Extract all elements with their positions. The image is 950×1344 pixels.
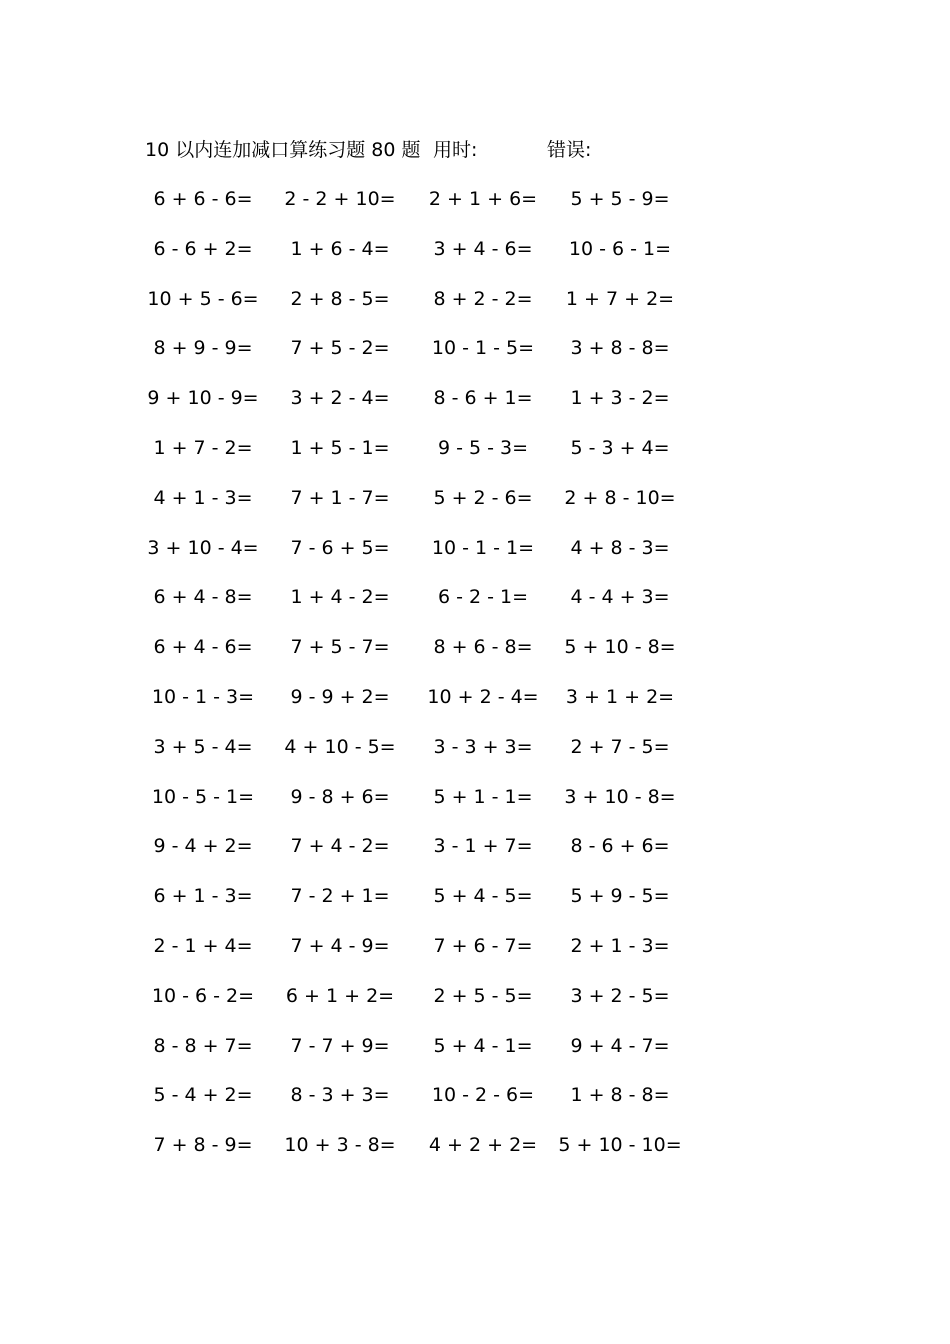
math-problem: 5 + 5 - 9= <box>570 188 670 210</box>
math-problem: 5 + 2 - 6= <box>433 486 533 509</box>
math-problem: 7 + 8 - 9= <box>153 1134 253 1157</box>
math-problem: 1 + 7 - 2= <box>153 437 253 459</box>
math-problem: 4 + 8 - 3= <box>570 536 670 559</box>
math-problem: 3 + 10 - 4= <box>147 536 259 559</box>
math-problem: 5 - 3 + 4= <box>570 437 670 459</box>
math-problem: 7 + 4 - 2= <box>290 835 390 858</box>
math-problem: 9 - 9 + 2= <box>290 686 390 708</box>
math-problem: 1 + 7 + 2= <box>565 287 675 310</box>
math-problem: 2 - 2 + 10= <box>284 188 396 210</box>
math-problem: 7 - 7 + 9= <box>290 1034 390 1057</box>
math-problem: 7 + 6 - 7= <box>433 935 533 957</box>
math-problem: 1 + 8 - 8= <box>570 1084 670 1107</box>
math-problem: 8 - 8 + 7= <box>153 1034 253 1057</box>
math-problem: 10 + 2 - 4= <box>427 686 539 708</box>
math-problem: 10 - 6 - 1= <box>568 237 672 260</box>
math-problem: 10 - 6 - 2= <box>151 984 255 1007</box>
math-problem: 7 + 5 - 2= <box>290 337 390 360</box>
math-problem: 4 + 2 + 2= <box>428 1134 538 1157</box>
math-problem: 3 + 5 - 4= <box>153 735 253 758</box>
math-problem: 4 + 1 - 3= <box>153 486 253 509</box>
math-problem: 3 + 2 - 4= <box>290 387 390 410</box>
math-problem: 8 + 2 - 2= <box>433 287 533 310</box>
math-problem: 3 + 1 + 2= <box>565 686 675 708</box>
math-problem: 6 + 1 + 2= <box>285 984 395 1007</box>
math-problem: 2 + 7 - 5= <box>570 735 670 758</box>
math-problem: 8 - 6 + 1= <box>433 387 533 410</box>
math-problem: 8 + 6 - 8= <box>433 636 533 659</box>
math-problem: 3 + 10 - 8= <box>564 785 676 808</box>
math-problem: 3 + 4 - 6= <box>433 237 533 260</box>
math-problem: 5 - 4 + 2= <box>153 1084 253 1107</box>
math-problem: 9 - 4 + 2= <box>153 835 253 858</box>
math-problem: 6 - 6 + 2= <box>153 237 253 260</box>
math-problem: 5 + 9 - 5= <box>570 885 670 908</box>
math-problem: 8 + 9 - 9= <box>153 337 253 360</box>
math-problem: 5 + 4 - 1= <box>433 1034 533 1057</box>
math-problem: 6 + 6 - 6= <box>153 188 253 210</box>
math-problem: 10 + 3 - 8= <box>284 1134 396 1157</box>
math-problem: 7 + 5 - 7= <box>290 636 390 659</box>
math-problem: 4 + 10 - 5= <box>284 735 396 758</box>
math-problem: 6 + 1 - 3= <box>153 885 253 908</box>
math-problem: 10 - 5 - 1= <box>151 785 255 808</box>
math-problem: 9 + 10 - 9= <box>147 387 259 410</box>
math-problem: 2 + 8 - 10= <box>564 486 676 509</box>
math-problem: 5 + 1 - 1= <box>433 785 533 808</box>
math-problem: 6 + 4 - 8= <box>153 586 253 609</box>
math-problem: 10 - 1 - 5= <box>431 337 535 360</box>
math-problem: 1 + 6 - 4= <box>290 237 390 260</box>
math-problem: 9 + 4 - 7= <box>570 1034 670 1057</box>
time-label: 用时: <box>433 139 478 161</box>
math-problem: 2 + 1 + 6= <box>428 188 538 210</box>
math-problem: 1 + 4 - 2= <box>290 586 390 609</box>
worksheet-title: 10 以内连加减口算练习题 80 题 <box>145 139 421 161</box>
math-problem: 7 - 6 + 5= <box>290 536 390 559</box>
math-problem: 6 - 2 - 1= <box>437 586 529 609</box>
math-problem: 10 - 1 - 1= <box>431 536 535 559</box>
math-problem: 5 + 4 - 5= <box>433 885 533 908</box>
math-problem: 2 + 5 - 5= <box>433 984 533 1007</box>
math-problem: 2 - 1 + 4= <box>153 935 253 957</box>
math-problem: 5 + 10 - 10= <box>558 1134 682 1157</box>
math-problem: 2 + 1 - 3= <box>570 935 670 957</box>
math-problem: 7 + 1 - 7= <box>290 486 390 509</box>
math-problem: 1 + 5 - 1= <box>290 437 390 459</box>
math-problem: 1 + 3 - 2= <box>570 387 670 410</box>
math-problem: 9 - 5 - 3= <box>437 437 529 459</box>
error-label: 错误: <box>547 139 592 161</box>
math-problem: 9 - 8 + 6= <box>290 785 390 808</box>
math-problem: 3 + 8 - 8= <box>570 337 670 360</box>
math-problem: 3 - 1 + 7= <box>433 835 533 858</box>
math-problem: 2 + 8 - 5= <box>290 287 390 310</box>
math-problem: 8 - 6 + 6= <box>570 835 670 858</box>
math-problem: 10 + 5 - 6= <box>147 287 259 310</box>
math-problem: 10 - 1 - 3= <box>151 686 255 708</box>
math-problem: 5 + 10 - 8= <box>564 636 676 659</box>
math-problem: 3 + 2 - 5= <box>570 984 670 1007</box>
math-problem: 8 - 3 + 3= <box>290 1084 390 1107</box>
math-problem: 10 - 2 - 6= <box>431 1084 535 1107</box>
math-problem: 7 + 4 - 9= <box>290 935 390 957</box>
math-problem: 3 - 3 + 3= <box>433 735 533 758</box>
math-problem: 7 - 2 + 1= <box>290 885 390 908</box>
math-problem: 4 - 4 + 3= <box>570 586 670 609</box>
math-problem: 6 + 4 - 6= <box>153 636 253 659</box>
